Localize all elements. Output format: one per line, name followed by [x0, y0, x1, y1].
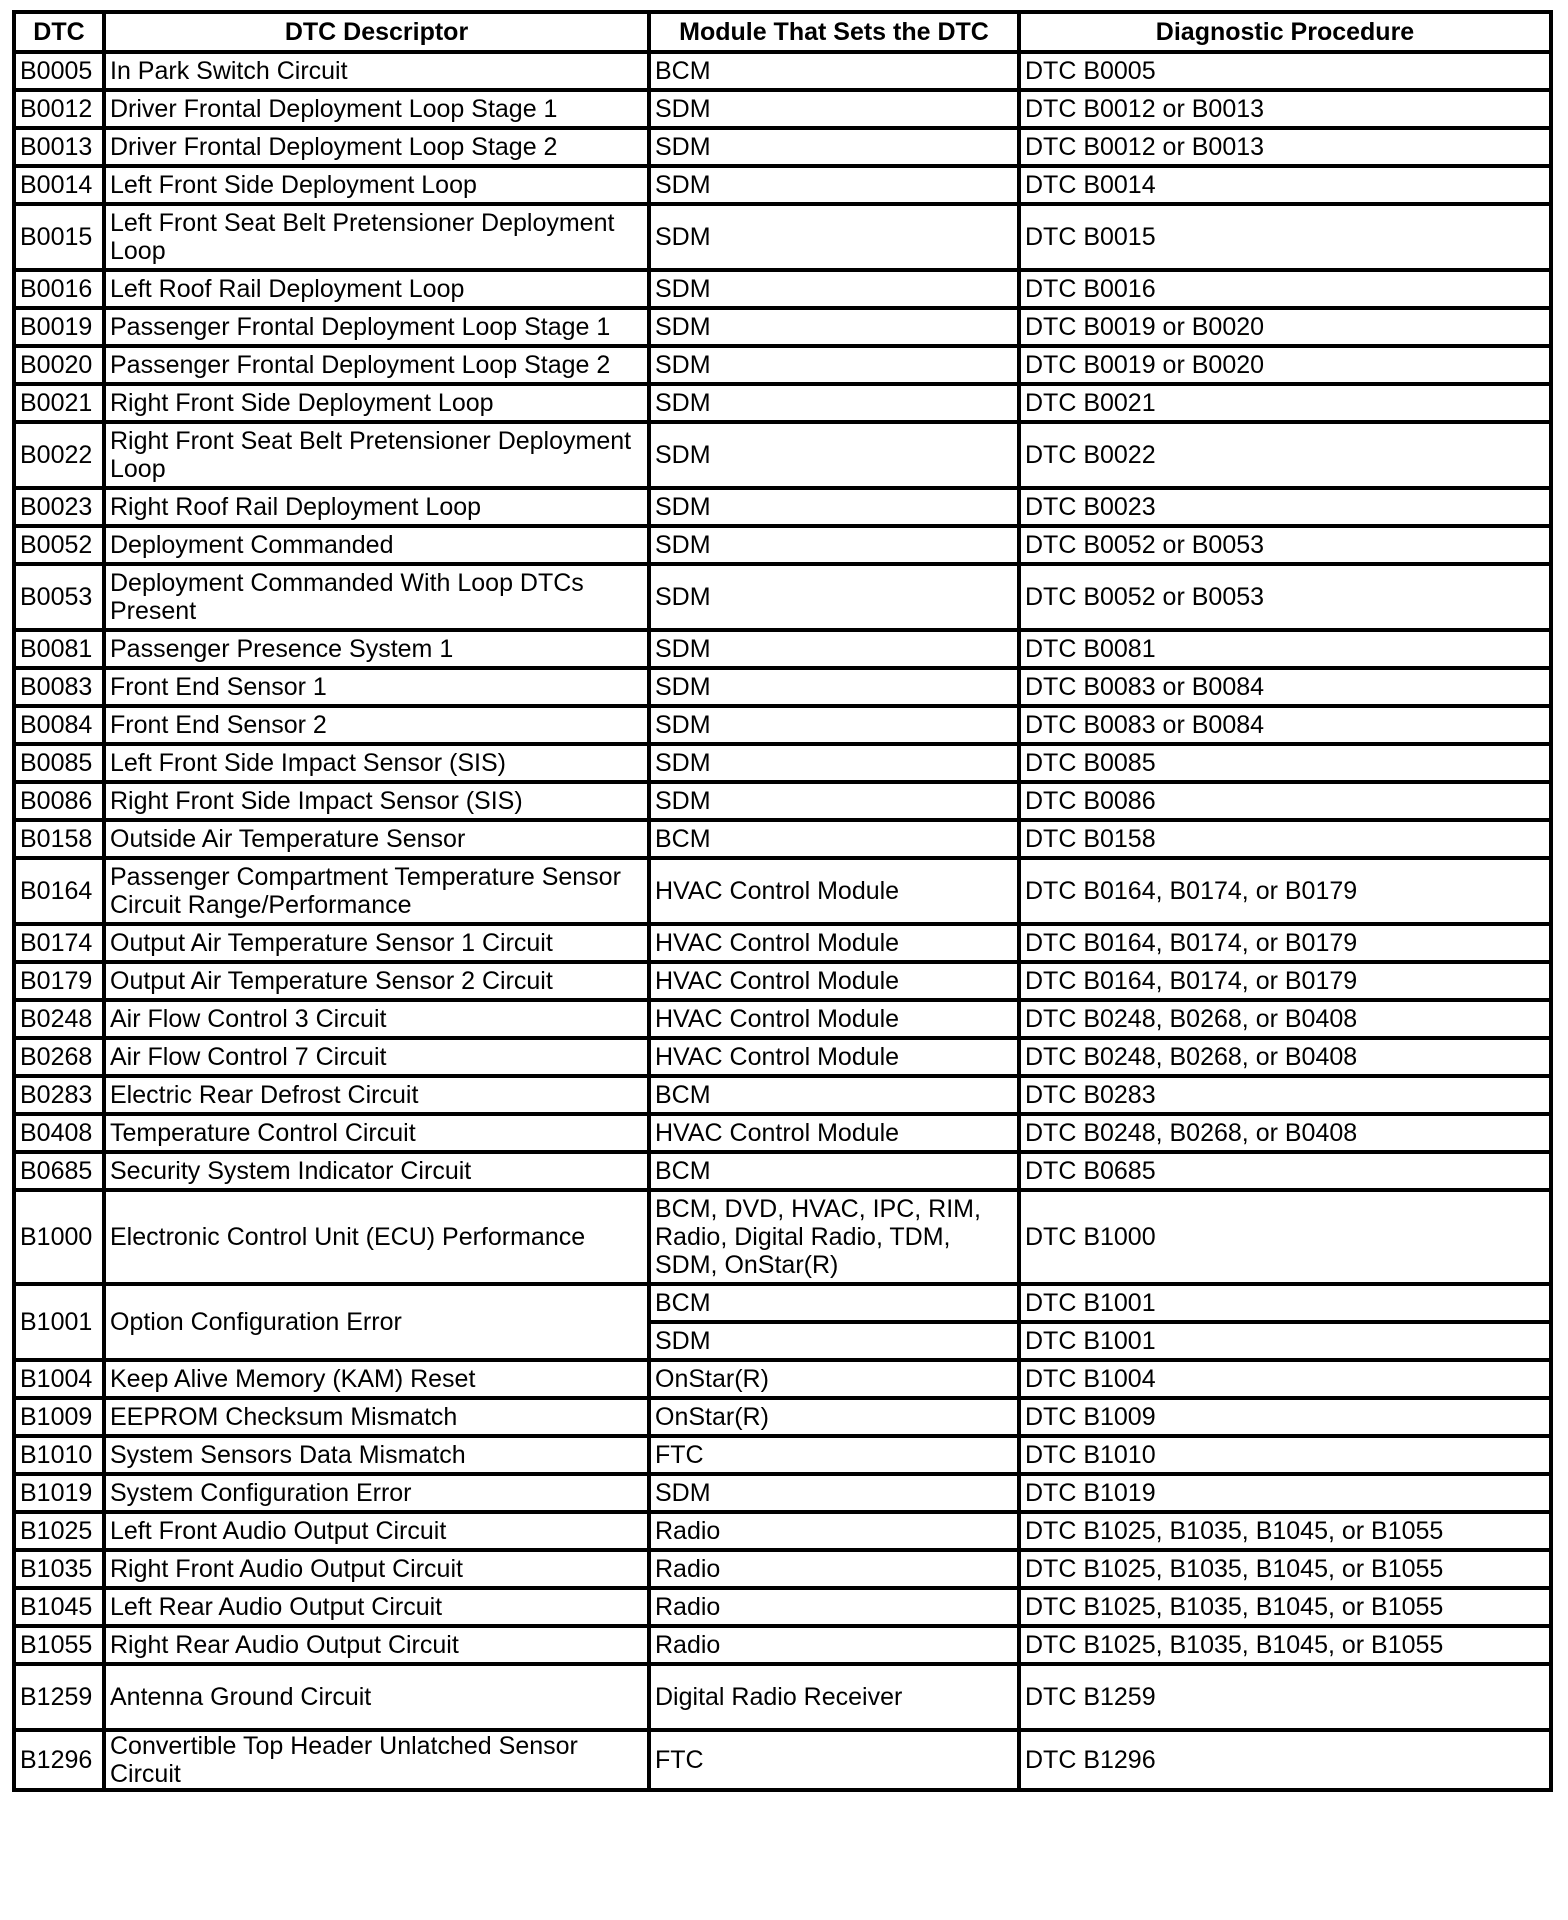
module-cell: SDM [649, 1322, 1019, 1360]
table-row [14, 1152, 1551, 1190]
table-row [14, 488, 1551, 526]
dtc-code-cell: B0174 [14, 924, 104, 962]
procedure-cell: DTC B0085 [1019, 744, 1551, 782]
procedure-cell: DTC B1000 [1019, 1190, 1551, 1284]
module-cell: HVAC Control Module [649, 1114, 1019, 1152]
dtc-code-cell: B1010 [14, 1436, 104, 1474]
dtc-code-cell: B1035 [14, 1550, 104, 1588]
dtc-descriptor-cell: Convertible Top Header Unlatched Sensor Circuit [104, 1730, 649, 1790]
module-cell: SDM [649, 1474, 1019, 1512]
procedure-cell: DTC B1019 [1019, 1474, 1551, 1512]
table-row [14, 924, 1551, 962]
dtc-code-cell: B0022 [14, 422, 104, 488]
dtc-descriptor-cell: Right Front Side Deployment Loop [104, 384, 649, 422]
procedure-cell: DTC B0685 [1019, 1152, 1551, 1190]
dtc-descriptor-cell: Security System Indicator Circuit [104, 1152, 649, 1190]
table-row [14, 1474, 1551, 1512]
procedure-cell: DTC B1004 [1019, 1360, 1551, 1398]
dtc-code-cell: B0012 [14, 90, 104, 128]
table-row [14, 858, 1551, 924]
procedure-cell: DTC B0014 [1019, 166, 1551, 204]
module-cell: OnStar(R) [649, 1398, 1019, 1436]
procedure-cell: DTC B0081 [1019, 630, 1551, 668]
dtc-descriptor-cell: Output Air Temperature Sensor 2 Circuit [104, 962, 649, 1000]
dtc-code-cell: B1019 [14, 1474, 104, 1512]
procedure-cell: DTC B0052 or B0053 [1019, 526, 1551, 564]
table-row [14, 52, 1551, 90]
dtc-code-cell: B0158 [14, 820, 104, 858]
procedure-cell: DTC B0283 [1019, 1076, 1551, 1114]
procedure-cell: DTC B0022 [1019, 422, 1551, 488]
module-cell: SDM [649, 630, 1019, 668]
dtc-code-cell: B1004 [14, 1360, 104, 1398]
table-row [14, 1398, 1551, 1436]
dtc-code-cell: B1001 [14, 1284, 104, 1360]
dtc-code-cell: B0268 [14, 1038, 104, 1076]
procedure-cell: DTC B0019 or B0020 [1019, 346, 1551, 384]
module-cell: SDM [649, 270, 1019, 308]
header-row [14, 12, 1551, 52]
procedure-cell: DTC B0158 [1019, 820, 1551, 858]
procedure-cell: DTC B0005 [1019, 52, 1551, 90]
procedure-cell: DTC B0012 or B0013 [1019, 90, 1551, 128]
dtc-descriptor-cell: Air Flow Control 7 Circuit [104, 1038, 649, 1076]
table-row [14, 1076, 1551, 1114]
dtc-descriptor-cell: Left Front Audio Output Circuit [104, 1512, 649, 1550]
procedure-cell: DTC B1010 [1019, 1436, 1551, 1474]
table-row [14, 166, 1551, 204]
dtc-code-cell: B1045 [14, 1588, 104, 1626]
table-row [14, 744, 1551, 782]
dtc-code-cell: B0015 [14, 204, 104, 270]
table-row [14, 1512, 1551, 1550]
dtc-code-cell: B0019 [14, 308, 104, 346]
module-cell: BCM [649, 820, 1019, 858]
dtc-descriptor-cell: Temperature Control Circuit [104, 1114, 649, 1152]
module-cell: FTC [649, 1436, 1019, 1474]
dtc-descriptor-cell: Left Front Seat Belt Pretensioner Deployment Loop [104, 204, 649, 270]
module-cell: SDM [649, 204, 1019, 270]
module-cell: SDM [649, 128, 1019, 166]
dtc-code-cell: B1025 [14, 1512, 104, 1550]
table-row [14, 564, 1551, 630]
table-row [14, 1550, 1551, 1588]
dtc-table [12, 10, 1553, 1792]
header-descriptor: DTC Descriptor [104, 12, 649, 52]
dtc-code-cell: B0013 [14, 128, 104, 166]
module-cell: SDM [649, 744, 1019, 782]
module-cell: BCM [649, 1152, 1019, 1190]
dtc-descriptor-cell: Driver Frontal Deployment Loop Stage 2 [104, 128, 649, 166]
table-row [14, 630, 1551, 668]
module-cell: Radio [649, 1588, 1019, 1626]
dtc-code-cell: B0164 [14, 858, 104, 924]
dtc-descriptor-cell: Right Front Seat Belt Pretensioner Deployment Loop [104, 422, 649, 488]
module-cell: FTC [649, 1730, 1019, 1790]
module-cell: HVAC Control Module [649, 1000, 1019, 1038]
dtc-descriptor-cell: Electronic Control Unit (ECU) Performance [104, 1190, 649, 1284]
module-cell: SDM [649, 526, 1019, 564]
dtc-descriptor-cell: System Sensors Data Mismatch [104, 1436, 649, 1474]
module-cell: HVAC Control Module [649, 858, 1019, 924]
dtc-code-cell: B0086 [14, 782, 104, 820]
table-body [14, 52, 1551, 1790]
dtc-code-cell: B1000 [14, 1190, 104, 1284]
table-row [14, 706, 1551, 744]
table-row [14, 526, 1551, 564]
dtc-descriptor-cell: System Configuration Error [104, 1474, 649, 1512]
dtc-descriptor-cell: Right Roof Rail Deployment Loop [104, 488, 649, 526]
procedure-cell: DTC B0021 [1019, 384, 1551, 422]
module-cell: SDM [649, 90, 1019, 128]
table-row [14, 1038, 1551, 1076]
procedure-cell: DTC B1009 [1019, 1398, 1551, 1436]
module-cell: HVAC Control Module [649, 924, 1019, 962]
table-row [14, 346, 1551, 384]
module-cell: SDM [649, 384, 1019, 422]
module-cell: SDM [649, 706, 1019, 744]
table-row [14, 1664, 1551, 1730]
procedure-cell: DTC B1025, B1035, B1045, or B1055 [1019, 1626, 1551, 1664]
table-row [14, 1360, 1551, 1398]
dtc-descriptor-cell: Keep Alive Memory (KAM) Reset [104, 1360, 649, 1398]
module-cell: SDM [649, 668, 1019, 706]
dtc-code-cell: B0179 [14, 962, 104, 1000]
dtc-code-cell: B0016 [14, 270, 104, 308]
procedure-cell: DTC B0164, B0174, or B0179 [1019, 924, 1551, 962]
module-cell: SDM [649, 308, 1019, 346]
dtc-code-cell: B0085 [14, 744, 104, 782]
table-row [14, 384, 1551, 422]
dtc-code-cell: B0014 [14, 166, 104, 204]
dtc-descriptor-cell: Option Configuration Error [104, 1284, 649, 1360]
procedure-cell: DTC B0164, B0174, or B0179 [1019, 962, 1551, 1000]
procedure-cell: DTC B0023 [1019, 488, 1551, 526]
dtc-code-cell: B0283 [14, 1076, 104, 1114]
dtc-descriptor-cell: Left Front Side Impact Sensor (SIS) [104, 744, 649, 782]
module-cell: Digital Radio Receiver [649, 1664, 1019, 1730]
module-cell: Radio [649, 1512, 1019, 1550]
module-cell: OnStar(R) [649, 1360, 1019, 1398]
header-dtc: DTC [14, 12, 104, 52]
procedure-cell: DTC B0164, B0174, or B0179 [1019, 858, 1551, 924]
procedure-cell: DTC B0083 or B0084 [1019, 706, 1551, 744]
dtc-descriptor-cell: Driver Frontal Deployment Loop Stage 1 [104, 90, 649, 128]
procedure-cell: DTC B1025, B1035, B1045, or B1055 [1019, 1512, 1551, 1550]
module-cell: BCM [649, 1076, 1019, 1114]
procedure-cell: DTC B0248, B0268, or B0408 [1019, 1038, 1551, 1076]
dtc-code-cell: B0084 [14, 706, 104, 744]
dtc-descriptor-cell: Output Air Temperature Sensor 1 Circuit [104, 924, 649, 962]
procedure-cell: DTC B1296 [1019, 1730, 1551, 1790]
table-row [14, 308, 1551, 346]
dtc-descriptor-cell: Outside Air Temperature Sensor [104, 820, 649, 858]
dtc-descriptor-cell: Left Front Side Deployment Loop [104, 166, 649, 204]
dtc-descriptor-cell: Deployment Commanded [104, 526, 649, 564]
table-row [14, 820, 1551, 858]
module-cell: SDM [649, 782, 1019, 820]
procedure-cell: DTC B1001 [1019, 1322, 1551, 1360]
procedure-cell: DTC B1025, B1035, B1045, or B1055 [1019, 1588, 1551, 1626]
table-row [14, 204, 1551, 270]
dtc-descriptor-cell: Right Rear Audio Output Circuit [104, 1626, 649, 1664]
module-cell: SDM [649, 346, 1019, 384]
table-row [14, 1284, 1551, 1322]
dtc-descriptor-cell: Electric Rear Defrost Circuit [104, 1076, 649, 1114]
module-cell: BCM, DVD, HVAC, IPC, RIM, Radio, Digital Radio, TDM, SDM, OnStar(R) [649, 1190, 1019, 1284]
dtc-code-cell: B0005 [14, 52, 104, 90]
module-cell: Radio [649, 1626, 1019, 1664]
table-row [14, 1114, 1551, 1152]
procedure-cell: DTC B1001 [1019, 1284, 1551, 1322]
dtc-descriptor-cell: Passenger Compartment Temperature Sensor Circuit Range/Performance [104, 858, 649, 924]
dtc-code-cell: B1009 [14, 1398, 104, 1436]
dtc-code-cell: B0081 [14, 630, 104, 668]
dtc-descriptor-cell: Deployment Commanded With Loop DTCs Present [104, 564, 649, 630]
dtc-code-cell: B0020 [14, 346, 104, 384]
procedure-cell: DTC B0248, B0268, or B0408 [1019, 1114, 1551, 1152]
procedure-cell: DTC B1025, B1035, B1045, or B1055 [1019, 1550, 1551, 1588]
dtc-code-cell: B1055 [14, 1626, 104, 1664]
module-cell: HVAC Control Module [649, 1038, 1019, 1076]
table-row [14, 422, 1551, 488]
module-cell: SDM [649, 564, 1019, 630]
module-cell: HVAC Control Module [649, 962, 1019, 1000]
header-module: Module That Sets the DTC [649, 12, 1019, 52]
module-cell: BCM [649, 1284, 1019, 1322]
module-cell: SDM [649, 422, 1019, 488]
dtc-code-cell: B1259 [14, 1664, 104, 1730]
dtc-code-cell: B0052 [14, 526, 104, 564]
table-row [14, 668, 1551, 706]
dtc-descriptor-cell: Antenna Ground Circuit [104, 1664, 649, 1730]
table-row [14, 782, 1551, 820]
dtc-descriptor-cell: Right Front Side Impact Sensor (SIS) [104, 782, 649, 820]
dtc-descriptor-cell: Passenger Frontal Deployment Loop Stage 2 [104, 346, 649, 384]
dtc-descriptor-cell: Front End Sensor 1 [104, 668, 649, 706]
dtc-code-cell: B0023 [14, 488, 104, 526]
dtc-descriptor-cell: Air Flow Control 3 Circuit [104, 1000, 649, 1038]
dtc-descriptor-cell: Front End Sensor 2 [104, 706, 649, 744]
table-row [14, 1190, 1551, 1284]
procedure-cell: DTC B0248, B0268, or B0408 [1019, 1000, 1551, 1038]
table-row [14, 1000, 1551, 1038]
procedure-cell: DTC B0086 [1019, 782, 1551, 820]
procedure-cell: DTC B0019 or B0020 [1019, 308, 1551, 346]
header-procedure: Diagnostic Procedure [1019, 12, 1551, 52]
procedure-cell: DTC B0012 or B0013 [1019, 128, 1551, 166]
table-row [14, 1436, 1551, 1474]
module-cell: Radio [649, 1550, 1019, 1588]
dtc-descriptor-cell: Right Front Audio Output Circuit [104, 1550, 649, 1588]
procedure-cell: DTC B0083 or B0084 [1019, 668, 1551, 706]
dtc-code-cell: B0248 [14, 1000, 104, 1038]
procedure-cell: DTC B0015 [1019, 204, 1551, 270]
table-row [14, 962, 1551, 1000]
dtc-code-cell: B0083 [14, 668, 104, 706]
module-cell: SDM [649, 166, 1019, 204]
table-row [14, 128, 1551, 166]
procedure-cell: DTC B0052 or B0053 [1019, 564, 1551, 630]
procedure-cell: DTC B1259 [1019, 1664, 1551, 1730]
table-row [14, 90, 1551, 128]
dtc-code-cell: B0021 [14, 384, 104, 422]
dtc-descriptor-cell: EEPROM Checksum Mismatch [104, 1398, 649, 1436]
dtc-descriptor-cell: Passenger Frontal Deployment Loop Stage 1 [104, 308, 649, 346]
dtc-descriptor-cell: Left Roof Rail Deployment Loop [104, 270, 649, 308]
dtc-descriptor-cell: Passenger Presence System 1 [104, 630, 649, 668]
module-cell: SDM [649, 488, 1019, 526]
dtc-code-cell: B0053 [14, 564, 104, 630]
dtc-descriptor-cell: In Park Switch Circuit [104, 52, 649, 90]
table-row [14, 1626, 1551, 1664]
table-row [14, 1730, 1551, 1790]
dtc-code-cell: B1296 [14, 1730, 104, 1790]
module-cell: BCM [649, 52, 1019, 90]
table-row [14, 1588, 1551, 1626]
dtc-code-cell: B0408 [14, 1114, 104, 1152]
dtc-descriptor-cell: Left Rear Audio Output Circuit [104, 1588, 649, 1626]
procedure-cell: DTC B0016 [1019, 270, 1551, 308]
table-row [14, 270, 1551, 308]
dtc-code-cell: B0685 [14, 1152, 104, 1190]
